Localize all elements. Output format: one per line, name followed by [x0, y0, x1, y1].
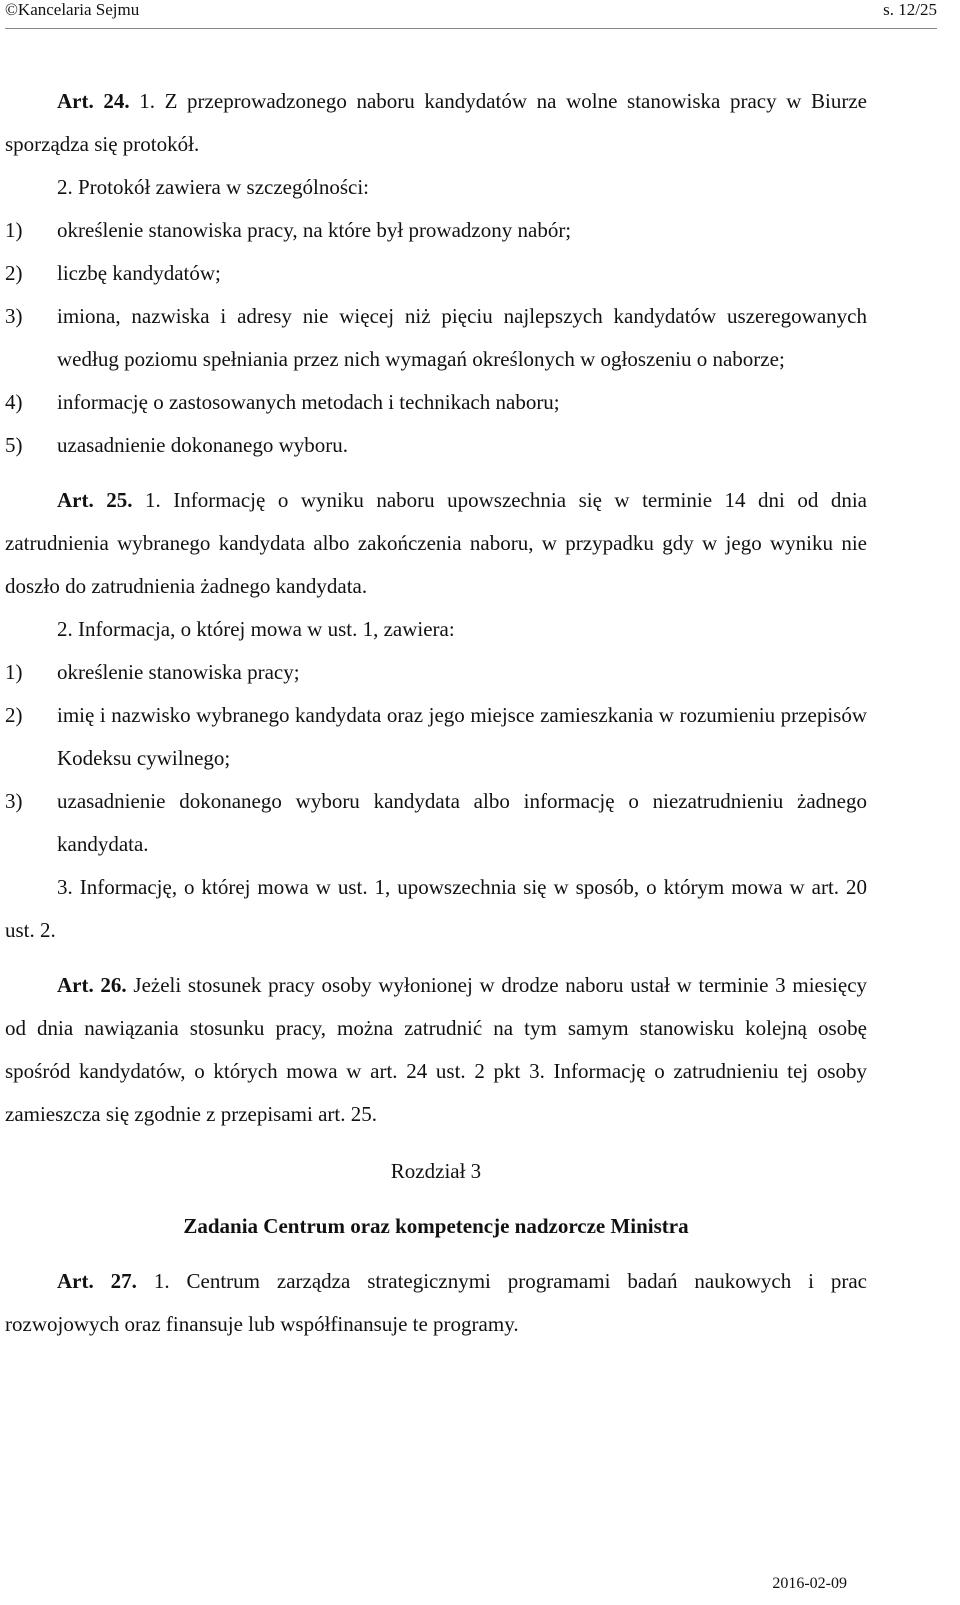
page-header	[5, 0, 937, 29]
art24-para2: 2. Protokół zawiera w szczególności:	[57, 175, 369, 199]
art27-heading: Art. 27.	[57, 1269, 137, 1293]
art27-para: Art. 27. 1. Centrum zarządza strategicznymi programami badań naukowych i prac rozwojowych oraz finansuje lub współfinansuje te programy.	[5, 1269, 868, 1336]
art24-heading: Art. 24.	[57, 89, 130, 113]
footer-date: 2016-02-09	[772, 1575, 847, 1592]
list-item: 1) określenie stanowiska pracy;	[5, 660, 300, 684]
art26-para: Art. 26. Jeżeli stosunek pracy osoby wyłonionej w drodze naboru ustał w terminie 3 miesięcy od dnia nawiązania stosunku pracy, można zatrudnić na tym samym stanowisku kolejną osobę spośród kandydatów, o których mowa w art. 24 ust. 2 pkt 3. Informację o zatrudnieniu tej osoby zamieszcza się zgodnie z przepisami art. 25.	[5, 973, 868, 1126]
document-body	[5, 80, 867, 1346]
list-item: 4) informację o zastosowanych metodach i technikach naboru;	[5, 390, 560, 414]
chapter-number: Rozdział 3	[390, 1159, 482, 1183]
art25-heading: Art. 25.	[57, 488, 133, 512]
art24-para1: Art. 24. 1. Z przeprowadzonego naboru kandydatów na wolne stanowiska pracy w Biurze sporządza się protokół.	[5, 89, 867, 156]
list-item: 3) imiona, nazwiska i adresy nie więcej niż pięciu najlepszych kandydatów uszeregowanych według poziomu spełniania przez nich wymagań określonych w ogłoszeniu o naborze;	[5, 304, 867, 371]
list-item: 2) imię i nazwisko wybranego kandydata oraz jego miejsce zamieszkania w rozumieniu przepisów Kodeksu cywilnego;	[5, 703, 867, 770]
header-page-number: s. 12/25	[883, 0, 937, 19]
header-copyright: ©Kancelaria Sejmu	[5, 0, 140, 19]
list-item: 2) liczbę kandydatów;	[5, 261, 221, 285]
art25-para2: 2. Informacja, o której mowa w ust. 1, zawiera:	[57, 617, 455, 641]
art26-heading: Art. 26.	[57, 973, 127, 997]
list-item: 3) uzasadnienie dokonanego wyboru kandydata albo informację o niezatrudnieniu żadnego kandydata.	[5, 789, 867, 856]
list-item: 5) uzasadnienie dokonanego wyboru.	[5, 433, 348, 457]
list-item: 1) określenie stanowiska pracy, na które był prowadzony nabór;	[5, 218, 572, 242]
art25-para3: 3. Informację, o której mowa w ust. 1, upowszechnia się w sposób, o którym mowa w art. 20 ust. 2.	[5, 875, 867, 942]
chapter-title: Zadania Centrum oraz kompetencje nadzorcze Ministra	[183, 1214, 689, 1238]
art25-para1: Art. 25. 1. Informację o wyniku naboru upowszechnia się w terminie 14 dni od dnia zatrudnienia wybranego kandydata albo zakończenia naboru, w przypadku gdy w jego wyniku nie doszło do zatrudnienia żadnego kandydata.	[5, 488, 868, 598]
